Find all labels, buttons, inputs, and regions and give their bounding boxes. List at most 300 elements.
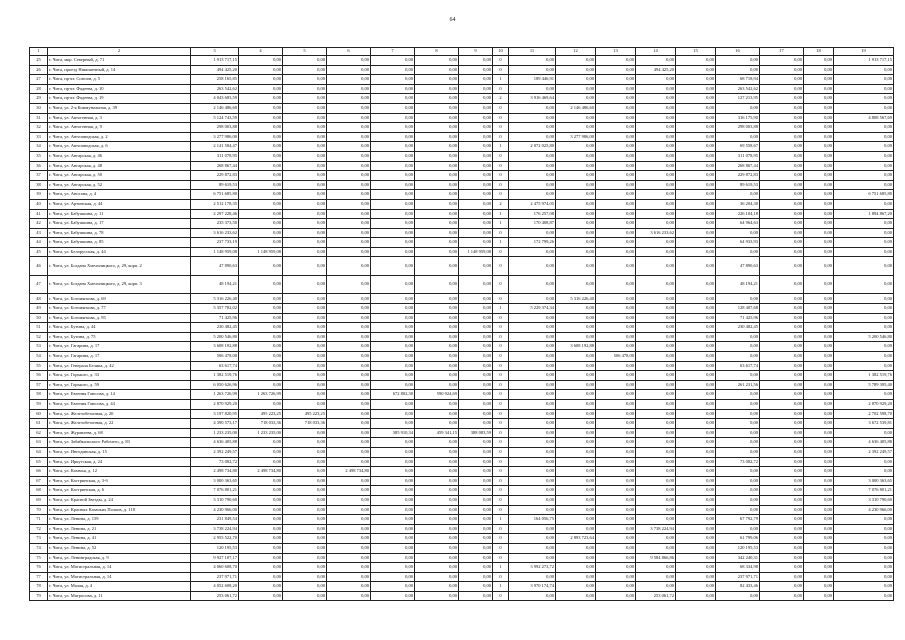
- amount-cell: 0,00: [239, 199, 283, 209]
- column-number-row: [30, 48, 894, 56]
- amount-cell: 0,00: [371, 304, 415, 314]
- amount-cell: 0,00: [636, 199, 676, 209]
- row-number-cell: 67: [30, 476, 48, 486]
- amount-cell: 4 636 405,88: [191, 438, 239, 448]
- amount-cell: 672 802,30: [371, 390, 415, 400]
- amount-cell: 0,00: [459, 380, 493, 390]
- amount-cell: 0,00: [283, 113, 327, 123]
- amount-cell: 0,00: [509, 467, 556, 477]
- amount-cell: 0,00: [760, 332, 804, 342]
- amount-cell: 0,00: [239, 323, 283, 333]
- address-cell: г. Чита, ул. Ленина, д. 52: [48, 543, 191, 553]
- amount-cell: 0,00: [804, 438, 834, 448]
- amount-cell: 0,00: [596, 361, 636, 371]
- amount-cell: 2 498 734,80: [239, 467, 283, 477]
- amount-cell: 0,00: [716, 447, 760, 457]
- amount-cell: 0,00: [760, 113, 804, 123]
- amount-cell: 0,00: [676, 238, 716, 248]
- amount-cell: 0,00: [834, 390, 894, 400]
- amount-cell: 0,00: [676, 171, 716, 181]
- amount-cell: 0,00: [676, 247, 716, 257]
- amount-cell: 0,00: [415, 476, 459, 486]
- row-number-cell: 72: [30, 524, 48, 534]
- amount-cell: 0,00: [760, 209, 804, 219]
- amount-cell: 0,00: [239, 103, 283, 113]
- amount-cell: 0: [493, 151, 509, 161]
- amount-cell: 3 616 233,62: [636, 228, 676, 238]
- amount-cell: 0,00: [760, 228, 804, 238]
- amount-cell: 128 407,68: [716, 304, 760, 314]
- amount-cell: 0,00: [239, 190, 283, 200]
- amount-cell: 0,00: [636, 84, 676, 94]
- amount-cell: 63 617,74: [716, 361, 760, 371]
- amount-cell: 0,00: [676, 209, 716, 219]
- amount-cell: 0,00: [760, 142, 804, 152]
- amount-cell: 0,00: [556, 438, 596, 448]
- amount-cell: 0,00: [415, 219, 459, 229]
- column-number-cell: 2: [48, 48, 191, 56]
- amount-cell: 0: [493, 476, 509, 486]
- amount-cell: 0,00: [509, 113, 556, 123]
- address-cell: г. Чита, ул. Автозаводская, д. 2: [48, 132, 191, 142]
- amount-cell: 0,00: [509, 380, 556, 390]
- table-row: [30, 161, 894, 171]
- amount-cell: 2 392 249,57: [834, 447, 894, 457]
- amount-cell: 0,00: [834, 534, 894, 544]
- amount-cell: 0,00: [371, 257, 415, 276]
- amount-cell: 0,00: [760, 342, 804, 352]
- amount-cell: 0,00: [834, 572, 894, 582]
- amount-cell: 0,00: [596, 409, 636, 419]
- amount-cell: 0,00: [459, 171, 493, 181]
- amount-cell: 0,00: [415, 103, 459, 113]
- amount-cell: 0,00: [760, 323, 804, 333]
- address-cell: г. Чита, ул. Железобетонная, д. 20: [48, 409, 191, 419]
- amount-cell: 0,00: [327, 438, 371, 448]
- amount-cell: 0,00: [760, 457, 804, 467]
- amount-cell: 0,00: [415, 247, 459, 257]
- amount-cell: 0,00: [239, 84, 283, 94]
- amount-cell: 0: [493, 380, 509, 390]
- amount-cell: 0,00: [676, 380, 716, 390]
- amount-cell: 0,00: [239, 515, 283, 525]
- amount-cell: 0,00: [676, 553, 716, 563]
- amount-cell: 68 718,94: [716, 75, 760, 85]
- amount-cell: 0,00: [834, 180, 894, 190]
- amount-cell: 189 446,91: [509, 75, 556, 85]
- amount-cell: 0,00: [804, 563, 834, 573]
- row-number-cell: 54: [30, 352, 48, 362]
- amount-cell: 0,00: [596, 199, 636, 209]
- amount-cell: 718 033,36: [283, 419, 327, 429]
- amount-cell: 0,00: [459, 142, 493, 152]
- amount-cell: 0,00: [459, 304, 493, 314]
- amount-cell: 5 200 546,80: [191, 332, 239, 342]
- amount-cell: 0,00: [760, 515, 804, 525]
- row-number-cell: 77: [30, 572, 48, 582]
- address-cell: г. Чита, ул. Иркутская, д. 24: [48, 457, 191, 467]
- amount-cell: 0,00: [716, 409, 760, 419]
- amount-cell: 0,00: [415, 438, 459, 448]
- amount-cell: 0,00: [509, 438, 556, 448]
- amount-cell: 0,00: [415, 553, 459, 563]
- amount-cell: 3 000 363,65: [191, 476, 239, 486]
- amount-cell: 0,00: [760, 84, 804, 94]
- amount-cell: 0,00: [283, 400, 327, 410]
- address-cell: г. Чита, ул. Бабушкина, д. 78: [48, 228, 191, 238]
- amount-cell: 0,00: [760, 553, 804, 563]
- amount-cell: 0,00: [415, 132, 459, 142]
- amount-cell: 0,00: [596, 132, 636, 142]
- amount-cell: 0,00: [760, 199, 804, 209]
- amount-cell: 0,00: [834, 94, 894, 104]
- amount-cell: 0,00: [676, 342, 716, 352]
- amount-cell: 0,00: [760, 371, 804, 381]
- amount-cell: 0,00: [760, 486, 804, 496]
- amount-cell: 0,00: [239, 142, 283, 152]
- amount-cell: 311 078,95: [716, 151, 760, 161]
- amount-cell: 0,00: [415, 524, 459, 534]
- amount-cell: 0,00: [239, 563, 283, 573]
- amount-cell: 0,00: [239, 342, 283, 352]
- address-cell: г. Чита, ул. Ингодинская, д. 15: [48, 447, 191, 457]
- amount-cell: 0,00: [459, 572, 493, 582]
- table-row: [30, 447, 894, 457]
- amount-cell: 0,00: [760, 400, 804, 410]
- amount-cell: 1: [493, 304, 509, 314]
- amount-cell: 0,00: [371, 294, 415, 304]
- amount-cell: 0,00: [804, 123, 834, 133]
- amount-cell: 0,00: [716, 400, 760, 410]
- amount-cell: 0,00: [716, 419, 760, 429]
- amount-cell: 47 890,63: [191, 257, 239, 276]
- amount-cell: 0,00: [676, 515, 716, 525]
- address-cell: г. Чита, ул. 2-я Коммунальная, д. 39: [48, 103, 191, 113]
- amount-cell: 0,00: [283, 563, 327, 573]
- table-row: [30, 190, 894, 200]
- amount-cell: 0: [493, 457, 509, 467]
- amount-cell: 0,00: [509, 505, 556, 515]
- amount-cell: 0,00: [283, 123, 327, 133]
- amount-cell: 0,00: [415, 572, 459, 582]
- amount-cell: 2 702 598,70: [834, 409, 894, 419]
- amount-cell: 9 584 866,86: [636, 553, 676, 563]
- amount-cell: 0,00: [834, 275, 894, 294]
- amount-cell: 0,00: [760, 524, 804, 534]
- amount-cell: 0,00: [371, 352, 415, 362]
- amount-cell: 0,00: [415, 515, 459, 525]
- amount-cell: 0,00: [415, 543, 459, 553]
- amount-cell: 0,00: [239, 94, 283, 104]
- amount-cell: 0,00: [509, 275, 556, 294]
- amount-cell: 0,00: [556, 457, 596, 467]
- table-row: [30, 313, 894, 323]
- amount-cell: 0,00: [636, 190, 676, 200]
- table-row: [30, 467, 894, 477]
- amount-cell: 0,00: [596, 524, 636, 534]
- amount-cell: 0,00: [636, 323, 676, 333]
- amount-cell: 0,00: [556, 65, 596, 75]
- row-number-cell: 39: [30, 190, 48, 200]
- amount-cell: 0,00: [459, 275, 493, 294]
- amount-cell: 0,00: [509, 342, 556, 352]
- amount-cell: 0,00: [804, 352, 834, 362]
- table-row: [30, 476, 894, 486]
- amount-cell: 0,00: [371, 409, 415, 419]
- address-cell: г. Чита, мкр. Северный, д. 71: [48, 56, 191, 66]
- amount-cell: 0,00: [556, 352, 596, 362]
- amount-cell: 0,00: [556, 447, 596, 457]
- amount-cell: 0,00: [834, 524, 894, 534]
- table-row: [30, 543, 894, 553]
- amount-cell: 4 230 966,00: [834, 505, 894, 515]
- amount-cell: 0,00: [327, 534, 371, 544]
- address-cell: г. Чита, ул. Ангарская, д. 48: [48, 161, 191, 171]
- amount-cell: 0,00: [239, 505, 283, 515]
- row-number-cell: 57: [30, 380, 48, 390]
- amount-cell: 2 392 249,57: [191, 447, 239, 457]
- amount-cell: 1 148 959,08: [191, 247, 239, 257]
- amount-cell: 0,00: [716, 103, 760, 113]
- row-number-cell: 52: [30, 332, 48, 342]
- amount-cell: 68 334,98: [716, 563, 760, 573]
- amount-cell: 0,00: [283, 447, 327, 457]
- amount-cell: 0,00: [371, 438, 415, 448]
- amount-cell: 0,00: [509, 161, 556, 171]
- amount-cell: 0,00: [596, 75, 636, 85]
- amount-cell: 0,00: [415, 171, 459, 181]
- table-row: [30, 591, 894, 601]
- amount-cell: 0,00: [327, 361, 371, 371]
- amount-cell: 0,00: [459, 543, 493, 553]
- amount-cell: 0,00: [676, 534, 716, 544]
- amount-cell: 0: [493, 65, 509, 75]
- amount-cell: 0,00: [676, 409, 716, 419]
- amount-cell: 4 390 573,17: [191, 419, 239, 429]
- amount-cell: 0,00: [239, 447, 283, 457]
- amount-cell: 0,00: [676, 524, 716, 534]
- amount-cell: 0,00: [636, 419, 676, 429]
- amount-cell: 0,00: [327, 553, 371, 563]
- amount-cell: 0,00: [371, 142, 415, 152]
- amount-cell: 5 357 782,02: [191, 304, 239, 314]
- amount-cell: 0,00: [509, 524, 556, 534]
- amount-cell: 0,00: [371, 132, 415, 142]
- amount-cell: 4 052 608,20: [191, 582, 239, 592]
- amount-cell: 0,00: [415, 534, 459, 544]
- amount-cell: 89 619,53: [191, 180, 239, 190]
- amount-cell: 0,00: [556, 515, 596, 525]
- amount-cell: 0,00: [509, 123, 556, 133]
- amount-cell: 1 382 519,76: [191, 371, 239, 381]
- amount-cell: 0,00: [239, 161, 283, 171]
- amount-cell: 0,00: [676, 352, 716, 362]
- amount-cell: 0,00: [804, 103, 834, 113]
- amount-cell: 0,00: [834, 304, 894, 314]
- amount-cell: 0,00: [283, 352, 327, 362]
- amount-cell: 0,00: [239, 304, 283, 314]
- amount-cell: 1 263 726,99: [239, 390, 283, 400]
- amount-cell: 0,00: [509, 132, 556, 142]
- amount-cell: 0,00: [459, 371, 493, 381]
- amount-cell: 0,00: [804, 304, 834, 314]
- amount-cell: 0,00: [804, 505, 834, 515]
- amount-cell: 0,00: [676, 199, 716, 209]
- amount-cell: 0,00: [676, 505, 716, 515]
- amount-cell: 0,00: [676, 572, 716, 582]
- amount-cell: 0,00: [239, 151, 283, 161]
- amount-cell: 0,00: [327, 428, 371, 438]
- amount-cell: 2: [493, 94, 509, 104]
- amount-cell: 0,00: [636, 151, 676, 161]
- amount-cell: 0,00: [459, 238, 493, 248]
- amount-cell: 0,00: [804, 342, 834, 352]
- amount-cell: 0,00: [371, 467, 415, 477]
- column-number-cell: 13: [596, 48, 636, 56]
- amount-cell: 0,00: [834, 238, 894, 248]
- amount-cell: 0,00: [760, 313, 804, 323]
- amount-cell: 0: [493, 553, 509, 563]
- amount-cell: 0,00: [676, 275, 716, 294]
- amount-cell: 0,00: [327, 591, 371, 601]
- amount-cell: 0,00: [415, 257, 459, 276]
- amount-cell: 0,00: [676, 103, 716, 113]
- amount-cell: 0,00: [804, 457, 834, 467]
- amount-cell: 4 636 405,88: [834, 438, 894, 448]
- amount-cell: 0,00: [371, 75, 415, 85]
- row-number-cell: 55: [30, 361, 48, 371]
- amount-cell: 0,00: [804, 94, 834, 104]
- amount-cell: 1: [493, 238, 509, 248]
- row-number-cell: 37: [30, 171, 48, 181]
- amount-cell: 0,00: [804, 428, 834, 438]
- amount-cell: 0,00: [283, 219, 327, 229]
- amount-cell: 0,00: [804, 151, 834, 161]
- amount-cell: 237 971,71: [191, 572, 239, 582]
- amount-cell: 0,00: [596, 238, 636, 248]
- amount-cell: 0,00: [283, 171, 327, 181]
- amount-cell: 0,00: [415, 199, 459, 209]
- column-number-cell: 4: [239, 48, 283, 56]
- amount-cell: 0,00: [459, 505, 493, 515]
- column-number-cell: 1: [30, 48, 48, 56]
- amount-cell: 0,00: [509, 257, 556, 276]
- amount-cell: 268 867,44: [191, 161, 239, 171]
- amount-cell: 0,00: [239, 313, 283, 323]
- table-row: [30, 103, 894, 113]
- row-number-cell: 79: [30, 591, 48, 601]
- amount-cell: 5 316 226,40: [191, 294, 239, 304]
- row-number-cell: 27: [30, 75, 48, 85]
- amount-cell: 0,00: [760, 75, 804, 85]
- amount-cell: 0,00: [804, 400, 834, 410]
- amount-cell: 0,00: [636, 438, 676, 448]
- amount-cell: 0,00: [636, 495, 676, 505]
- amount-cell: 0,00: [239, 228, 283, 238]
- amount-cell: 0,00: [459, 123, 493, 133]
- amount-cell: 0,00: [596, 209, 636, 219]
- address-cell: г. Чита, ул. Богдана Хмельницкого, д. 29, корп. 2: [48, 257, 191, 276]
- amount-cell: 0,00: [509, 409, 556, 419]
- amount-cell: 0,00: [283, 75, 327, 85]
- amount-cell: 1 913 717,15: [834, 56, 894, 66]
- amount-cell: 0,00: [804, 65, 834, 75]
- amount-cell: 1: [493, 209, 509, 219]
- address-cell: г. Чита, ул. Кастринская, д. 6: [48, 486, 191, 496]
- amount-cell: 0,00: [459, 467, 493, 477]
- amount-cell: 0,00: [283, 486, 327, 496]
- amount-cell: 64 964,63: [716, 219, 760, 229]
- amount-cell: 0,00: [760, 123, 804, 133]
- amount-cell: 2 498 734,80: [327, 467, 371, 477]
- amount-cell: 0,00: [239, 591, 283, 601]
- amount-cell: 0,00: [804, 180, 834, 190]
- amount-cell: 0: [493, 495, 509, 505]
- address-cell: г. Чита, ул. Автогенная, д. 3: [48, 113, 191, 123]
- amount-cell: 0,00: [596, 563, 636, 573]
- amount-cell: 0,00: [509, 103, 556, 113]
- amount-cell: 0: [493, 572, 509, 582]
- amount-cell: 0,00: [760, 171, 804, 181]
- amount-cell: 0,00: [556, 419, 596, 429]
- amount-cell: 0,00: [371, 515, 415, 525]
- amount-cell: 0,00: [716, 190, 760, 200]
- amount-cell: 0,00: [239, 238, 283, 248]
- amount-cell: 0,00: [834, 543, 894, 553]
- amount-cell: 2 141 584,47: [191, 142, 239, 152]
- amount-cell: 0,00: [760, 505, 804, 515]
- address-cell: г. Чита, ул. Матросова, д. 11: [48, 591, 191, 601]
- amount-cell: 0,00: [327, 313, 371, 323]
- amount-cell: 0,00: [834, 151, 894, 161]
- amount-cell: 0,00: [636, 447, 676, 457]
- amount-cell: 0,00: [371, 313, 415, 323]
- amount-cell: 0,00: [283, 543, 327, 553]
- amount-cell: 0,00: [239, 257, 283, 276]
- address-cell: г. Чита, ул. Белорусская, д. 44: [48, 247, 191, 257]
- amount-cell: 0,00: [509, 332, 556, 342]
- row-number-cell: 56: [30, 371, 48, 381]
- amount-cell: 0,00: [509, 171, 556, 181]
- address-cell: г. Чита, ул. Ангарская, д. 46: [48, 151, 191, 161]
- amount-cell: 0,00: [327, 457, 371, 467]
- amount-cell: 2 512 178,35: [191, 199, 239, 209]
- amount-cell: 0,00: [804, 113, 834, 123]
- amount-cell: 0,00: [804, 572, 834, 582]
- amount-cell: 127 213,95: [716, 94, 760, 104]
- amount-cell: 0,00: [636, 409, 676, 419]
- amount-cell: 0,00: [760, 247, 804, 257]
- amount-cell: 0,00: [283, 467, 327, 477]
- amount-cell: 0,00: [676, 94, 716, 104]
- table-row: [30, 171, 894, 181]
- amount-cell: 0,00: [636, 238, 676, 248]
- amount-cell: 0,00: [804, 171, 834, 181]
- amount-cell: 0,00: [509, 84, 556, 94]
- amount-cell: 164 056,75: [509, 515, 556, 525]
- amount-cell: 0,00: [596, 247, 636, 257]
- amount-cell: 0,00: [509, 534, 556, 544]
- address-cell: г. Чита, ул. Евгения Гаюсова, д. 44: [48, 400, 191, 410]
- amount-cell: 0,00: [596, 332, 636, 342]
- address-cell: г. Чита, ул. Богомягкова, д. 95: [48, 313, 191, 323]
- table-row: [30, 142, 894, 152]
- amount-cell: 0,00: [283, 428, 327, 438]
- amount-cell: 0,00: [676, 294, 716, 304]
- amount-cell: 0,00: [327, 103, 371, 113]
- amount-cell: 9 927 107,17: [191, 553, 239, 563]
- amount-cell: 0,00: [716, 247, 760, 257]
